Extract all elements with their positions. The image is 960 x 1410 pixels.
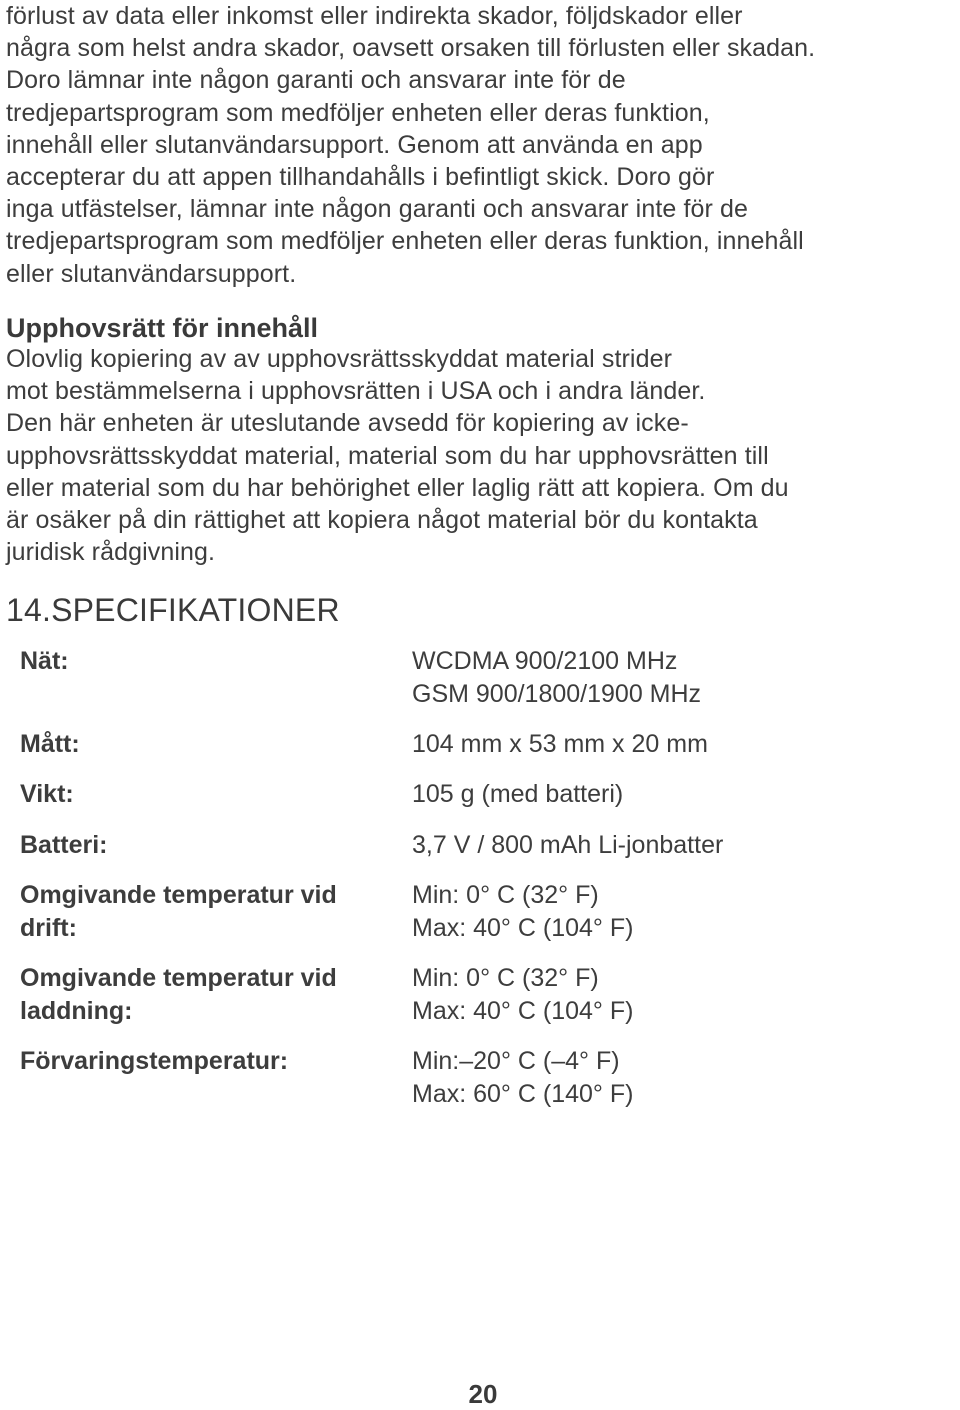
spec-value-line: 104 mm x 53 mm x 20 mm — [412, 730, 708, 758]
intro-line: eller slutanvändarsupport. — [6, 259, 297, 288]
spec-label-line: drift: — [20, 913, 77, 942]
spec-value — [412, 829, 932, 862]
copyright-line: Den här enheten är uteslutande avsedd för kopiering av icke- — [6, 409, 689, 438]
spec-label-line: Nät: — [20, 647, 69, 675]
page-number: 20 — [468, 1379, 498, 1409]
spec-value-line: Max: 40° C (104° F) — [412, 913, 634, 942]
copyright-line: eller material som du har behörighet eller laglig rätt att kopiera. Om du — [6, 473, 789, 502]
spec-label — [20, 728, 400, 761]
copyright-line: upphovsrättsskyddat material, material som du har upphovsrätten till — [6, 441, 769, 470]
spec-value — [412, 879, 932, 944]
spec-label-line: laddning: — [20, 996, 133, 1025]
spec-value-line: Max: 60° C (140° F) — [412, 1079, 634, 1108]
spec-value-line: Min:–20° C (–4° F) — [412, 1047, 620, 1075]
specifications-heading: 14.SPECIFIKATIONER — [6, 592, 340, 628]
intro-line: innehåll eller slutanvändarsupport. Genom att använda en app — [6, 130, 703, 159]
spec-label — [20, 962, 400, 1027]
spec-label-line: Omgivande temperatur vid — [20, 964, 337, 992]
intro-paragraph — [6, 0, 956, 290]
spec-value-line: Max: 40° C (104° F) — [412, 996, 634, 1025]
spec-label-line: Batteri: — [20, 831, 108, 859]
intro-line: några som helst andra skador, oavsett orsaken till förlusten eller skadan. — [6, 34, 816, 63]
spec-value-line: WCDMA 900/2100 MHz — [412, 647, 678, 675]
intro-line: accepterar du att appen tillhandahålls i befintligt skick. Doro gör — [6, 163, 715, 192]
spec-label-line: Vikt: — [20, 780, 74, 808]
intro-line: Doro lämnar inte någon garanti och ansvarar inte för de — [6, 66, 626, 95]
spec-label — [20, 1045, 400, 1078]
spec-value-line: 105 g (med batteri) — [412, 780, 624, 808]
spec-label — [20, 778, 400, 811]
copyright-line: Olovlig kopiering av av upphovsrättsskyddat material strider — [6, 345, 673, 373]
copyright-line: är osäker på din rättighet att kopiera något material bör du kontakta — [6, 506, 758, 535]
copyright-paragraph — [6, 343, 956, 568]
spec-value — [412, 778, 932, 811]
spec-value-line: 3,7 V / 800 mAh Li-jonbatter — [412, 831, 724, 859]
intro-line: tredjepartsprogram som medföljer enheten eller deras funktion, innehåll — [6, 227, 804, 256]
copyright-heading: Upphovsrätt för innehåll — [6, 313, 319, 343]
intro-line: inga utfästelser, lämnar inte någon garanti och ansvarar inte för de — [6, 195, 748, 224]
intro-line: förlust av data eller inkomst eller indirekta skador, följdskador eller — [6, 2, 743, 30]
spec-label — [20, 645, 400, 678]
spec-label-line: Förvaringstemperatur: — [20, 1047, 289, 1075]
spec-label — [20, 879, 400, 944]
spec-value — [412, 645, 932, 710]
spec-label-line: Omgivande temperatur vid — [20, 881, 337, 909]
intro-line: tredjepartsprogram som medföljer enheten eller deras funktion, — [6, 98, 710, 127]
spec-value-line: GSM 900/1800/1900 MHz — [412, 679, 702, 708]
spec-value — [412, 728, 932, 761]
spec-label-line: Mått: — [20, 730, 80, 758]
spec-value — [412, 1045, 932, 1110]
spec-value-line: Min: 0° C (32° F) — [412, 964, 599, 992]
spec-label — [20, 829, 400, 862]
copyright-line: mot bestämmelserna i upphovsrätten i USA och i andra länder. — [6, 377, 706, 406]
spec-value — [412, 962, 932, 1027]
spec-value-line: Min: 0° C (32° F) — [412, 881, 599, 909]
copyright-line: juridisk rådgivning. — [6, 538, 216, 567]
